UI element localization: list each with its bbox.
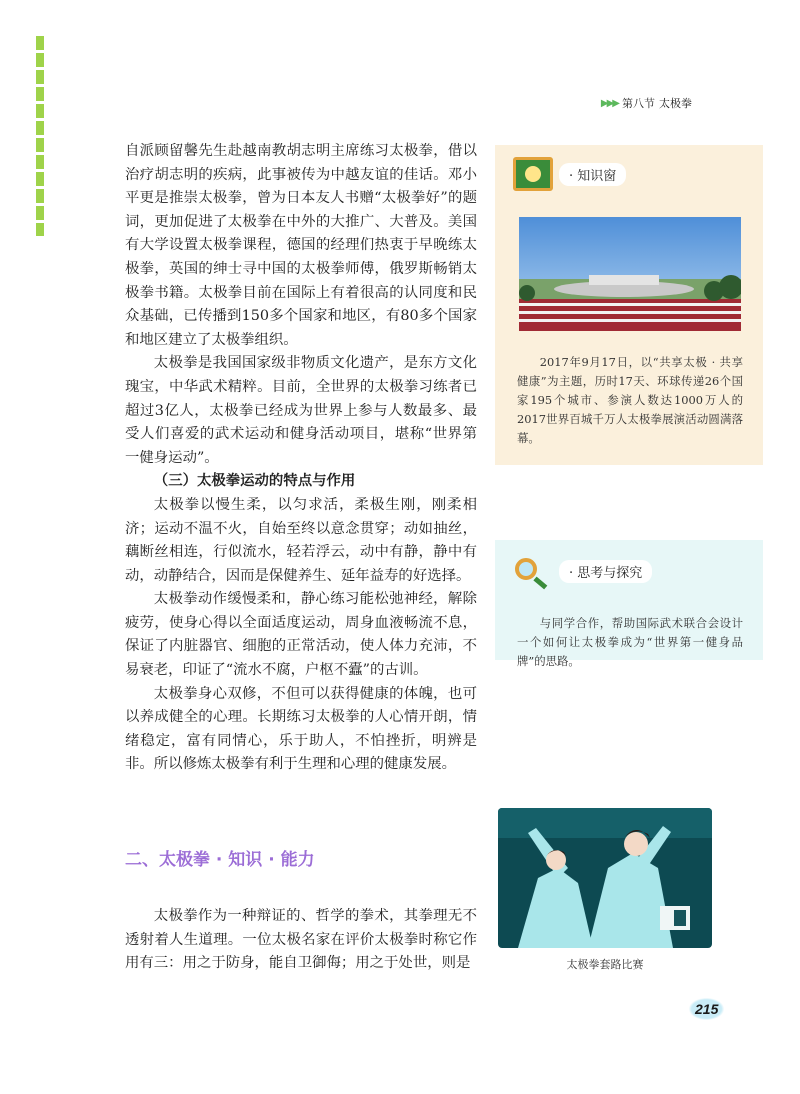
- paragraph: 太极拳是我国国家级非物质文化遗产，是东方文化瑰宝，中华武术精粹。目前，全世界的太极拳习练者已超过3亿人，太极拳已经成为世界上参与人数最多、最受人们喜爱的武术运动和健身活动项目，堪称“世界第一健身运动”。: [125, 355, 477, 466]
- chalkboard-icon: [513, 157, 553, 191]
- think-box-title: · 思考与探究: [559, 560, 652, 583]
- knowledge-box-title: · 知识窗: [559, 163, 626, 186]
- side-color-bar: [36, 36, 44, 236]
- think-box-body: 与同学合作，帮助国际武术联合会设计一个如何让太极拳成为“世界第一健身品牌”的思路。: [517, 616, 743, 669]
- photo-caption: 太极拳套路比赛: [566, 958, 644, 971]
- subsection-heading: （三）太极拳运动的特点与作用: [153, 473, 356, 490]
- section-heading: 二、太极拳 · 知识 · 能力: [125, 850, 315, 870]
- section2-text: [125, 905, 477, 976]
- running-header: [601, 95, 692, 111]
- paragraph: 自派顾留馨先生赴越南教胡志明主席练习太极拳，借以治疗胡志明的疾病，此事被传为中越友谊的佳话。邓小平更是推崇太极拳，曾为日本友人书赠“太极拳好”的题词，更加促进了太极拳在中外的大推广、大普及。美国有大学设置太极拳课程，德国的经理们热衷于早晚练太极拳，英国的绅士寻中国的太极拳师傅，俄罗斯畅销太极拳书籍。太极拳目前在国际上有着很高的认同度和民众基础，已传播到150多个国家和地区，有80多个国家和地区建立了太极拳组织。: [125, 143, 477, 348]
- header-arrows-icon: ▶▶▶: [600, 97, 618, 109]
- header-section: 第八节: [622, 97, 655, 110]
- competition-photo: [498, 808, 712, 948]
- knowledge-box-header: [513, 157, 626, 191]
- header-title: 太极拳: [659, 97, 692, 110]
- think-explore-box: [495, 540, 763, 669]
- knowledge-caption: 2017年9月17日，以“共享太极 · 共享健康”为主题，历时17天、环球传递26个国家195个城市、参演人数达1000万人的2017世界百城千万人太极拳展演活动圆满落幕。: [517, 355, 743, 446]
- knowledge-box: [495, 145, 763, 465]
- event-photo: [519, 217, 741, 331]
- paragraph: 太极拳作为一种辩证的、哲学的拳术，其拳理无不透射着人生道理。一位太极名家在评价太极拳时称它作用有三：用之于防身，能自卫御侮；用之于处世，则是: [125, 908, 477, 972]
- think-box-header: [513, 554, 652, 588]
- main-text: [125, 140, 477, 777]
- paragraph: 太极拳以慢生柔，以匀求活，柔极生刚，刚柔相济；运动不温不火，自始至终以意念贯穿；动如抽丝，藕断丝相连，行似流水，轻若浮云，动中有静，静中有动，动静结合，因而是保健养生、延年益寿的好选择。: [125, 496, 477, 584]
- page-number: 215: [689, 998, 724, 1020]
- magnifier-icon: [513, 554, 553, 588]
- paragraph: 太极拳动作缓慢柔和，静心练习能松弛神经，解除疲劳，使身心得以全面适度运动，周身血液畅流不息，保证了内脏器官、细胞的正常活动，使人体力充沛，不易衰老，印证了“流水不腐，户枢不蠹”的古训。: [125, 591, 477, 679]
- paragraph: 太极拳身心双修，不但可以获得健康的体魄，也可以养成健全的心理。长期练习太极拳的人心情开朗，情绪稳定，富有同情心，乐于助人，不怕挫折，明辨是非。所以修炼太极拳有利于生理和心理的健康发展。: [125, 685, 477, 773]
